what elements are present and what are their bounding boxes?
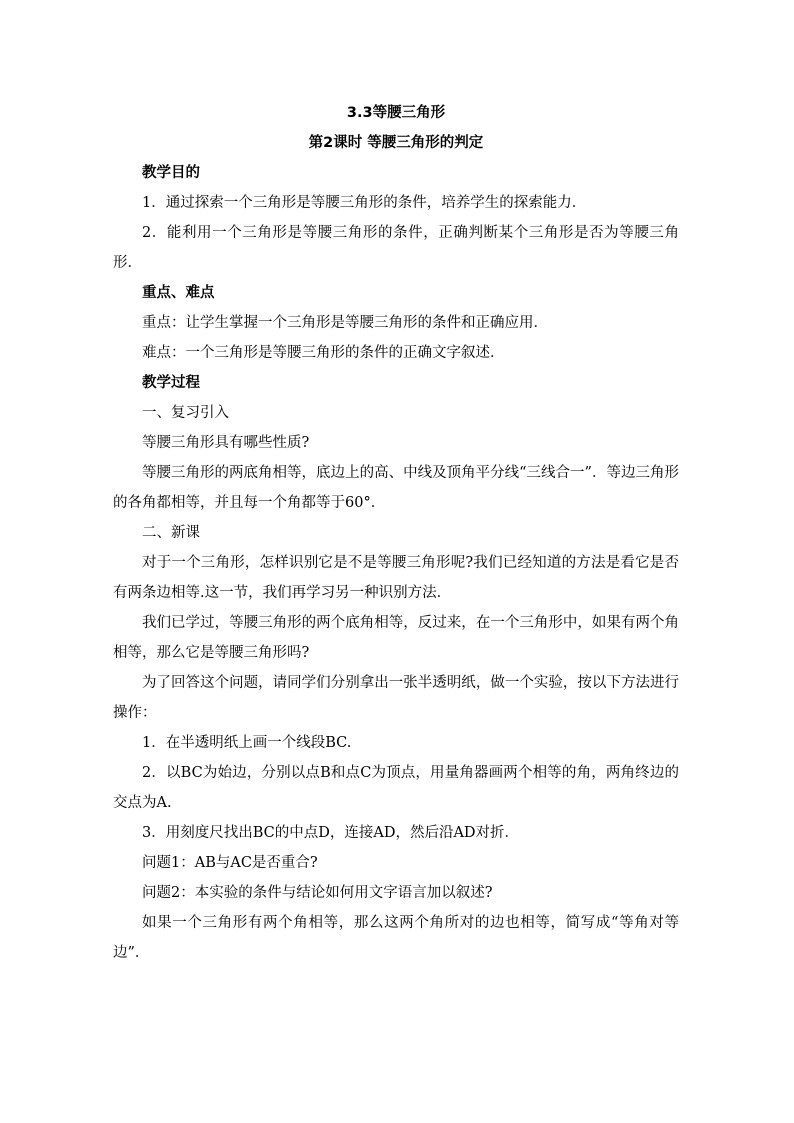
paragraph: 我们已学过，等腰三角形的两个底角相等，反过来，在一个三角形中，如果有两个角相等，那么它是等腰三角形吗? — [113, 615, 679, 661]
document-title: 3.3等腰三角形 — [346, 105, 446, 121]
document-content — [113, 98, 679, 968]
paragraph: 2．能利用一个三角形是等腰三角形的条件，正确判断某个三角形是否为等腰三角形． — [113, 225, 679, 271]
heading-teaching-process: 教学过程 — [142, 375, 200, 391]
paragraph: 为了回答这个问题，请同学们分别拿出一张半透明纸，做一个实验，按以下方法进行操作： — [113, 675, 679, 721]
paragraph: 二、新课 — [142, 525, 200, 541]
paragraph: 1．在半透明纸上画一个线段BC. — [142, 735, 352, 751]
paragraph: 等腰三角形具有哪些性质? — [142, 435, 310, 451]
paragraph: 等腰三角形的两底角相等，底边上的高、中线及顶角平分线“三线合一”．等边三角形的各角都相等，并且每一个角都等于60°． — [113, 465, 679, 511]
heading-teaching-goals: 教学目的 — [142, 165, 200, 181]
paragraph: 1．通过探索一个三角形是等腰三角形的条件，培养学生的探索能力． — [142, 195, 587, 211]
document-subtitle: 第2课时 等腰三角形的判定 — [308, 135, 484, 151]
paragraph: 一、复习引入 — [142, 405, 229, 421]
paragraph: 难点：一个三角形是等腰三角形的条件的正确文字叙述． — [142, 345, 505, 361]
paragraph: 对于一个三角形，怎样识别它是不是等腰三角形呢?我们已经知道的方法是看它是否有两条边相等.这一节，我们再学习另一种识别方法． — [113, 555, 679, 601]
paragraph: 重点：让学生掌握一个三角形是等腰三角形的条件和正确应用． — [142, 315, 548, 331]
paragraph: 2．以BC为始边，分别以点B和点C为顶点，用量角器画两个相等的角，两角终边的交点为A. — [113, 765, 679, 811]
paragraph: 3．用刻度尺找出BC的中点D，连接AD，然后沿AD对折． — [142, 825, 520, 841]
paragraph: 如果一个三角形有两个角相等，那么这两个角所对的边也相等，简写成“等角对等边”． — [113, 915, 679, 961]
heading-key-points: 重点、难点 — [142, 285, 215, 301]
paragraph: 问题2：本实验的条件与结论如何用文字语言加以叙述? — [142, 885, 493, 901]
paragraph: 问题1：AB与AC是否重合? — [142, 855, 318, 871]
